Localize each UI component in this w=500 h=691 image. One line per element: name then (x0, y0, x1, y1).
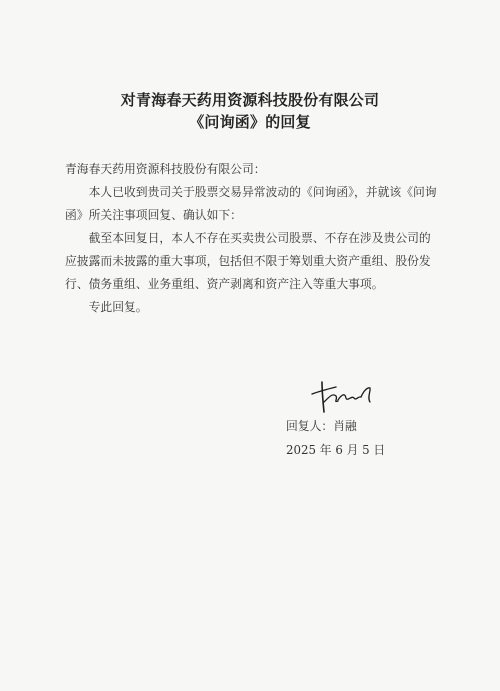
document-title-line1: 对青海春天药用资源科技股份有限公司 (120, 91, 380, 109)
paragraph-3: 专此回复。 (88, 300, 148, 314)
reply-date: 2025 年 6 月 5 日 (286, 443, 386, 457)
replier-label: 回复人：肖融 (286, 419, 357, 433)
paragraph-1: 本人已收到贵司关于股票交易异常波动的《问询函》，并就该《问询函》所关注事项回复、确认如下： (65, 185, 437, 222)
handwritten-signature (300, 372, 378, 418)
document-title-line2: 《问询函》的回复 (189, 113, 311, 131)
addressee: 青海春天药用资源科技股份有限公司： (65, 162, 266, 176)
paragraph-2: 截至本回复日，本人不存在买卖贵公司股票、不存在涉及贵公司的应披露而未披露的重大事项，包括但不限于筹划重大资产重组、股份发行、债务重组、业务重组、资产剥离和资产注入等重大事项。 (65, 231, 431, 291)
